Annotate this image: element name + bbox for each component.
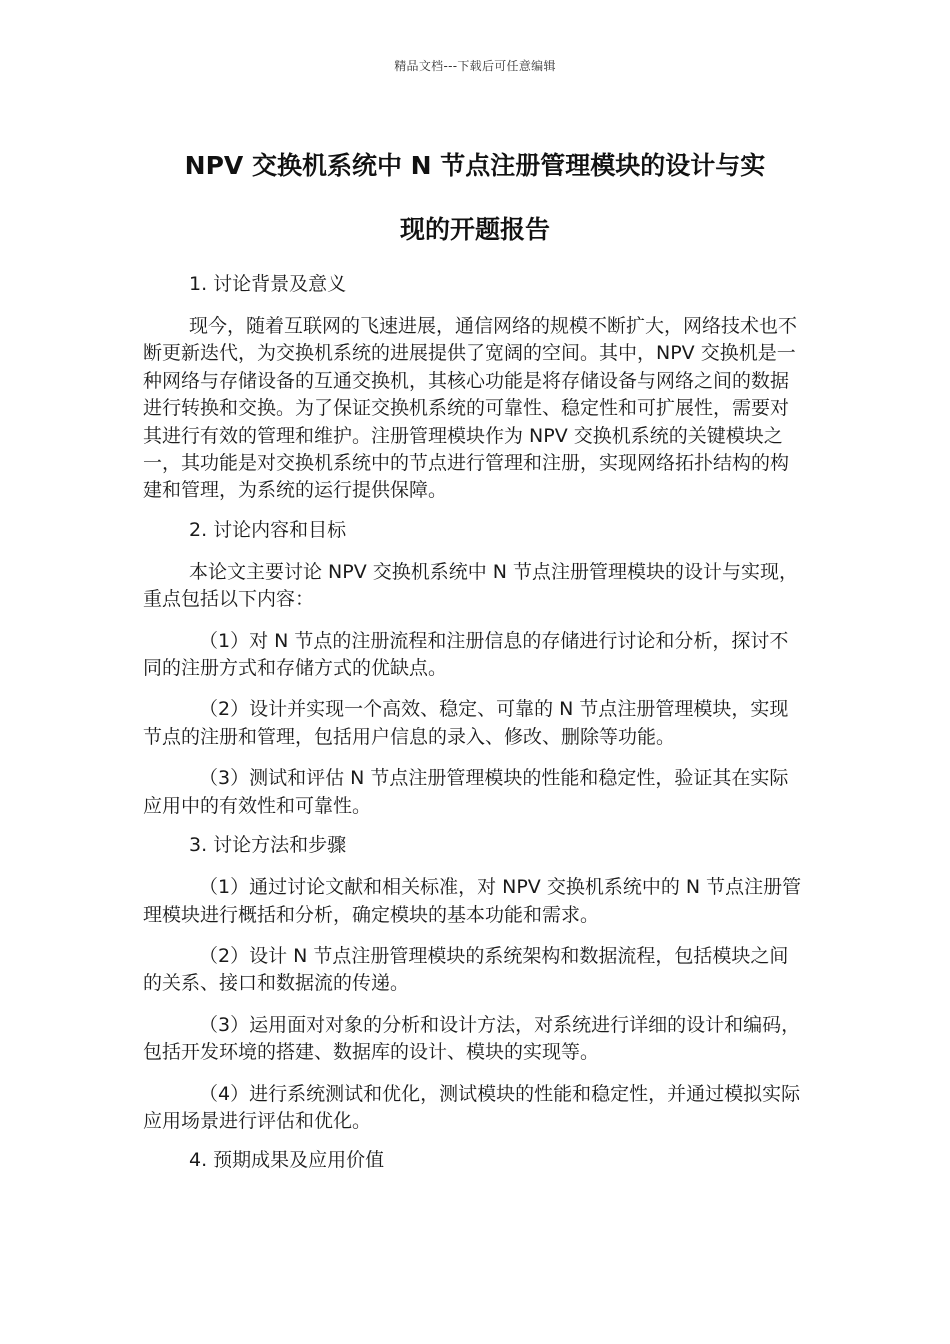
section-3-heading: 3. 讨论方法和步骤 [189,834,347,857]
section-4-heading: 4. 预期成果及应用价值 [189,1149,385,1172]
section-3-item-3: （3）运用面对对象的分析和设计方法，对系统进行详细的设计和编码，包括开发环境的搭建、数据库的设计、模块的实现等。 [143,1013,801,1064]
section-2-item-1: （1）对 N 节点的注册流程和注册信息的存储进行讨论和分析，探讨不同的注册方式和存储方式的优缺点。 [143,629,789,680]
document-title [143,134,807,262]
document-body [143,271,807,1189]
page-header-note: 精品文档---下载后可任意编辑 [394,59,556,73]
title-line-2: 现的开题报告 [399,215,550,244]
title-line-1: NPV 交换机系统中 N 节点注册管理模块的设计与实 [184,151,766,180]
section-2-item-2: （2）设计并实现一个高效、稳定、可靠的 N 节点注册管理模块，实现节点的注册和管理，包括用户信息的录入、修改、删除等功能。 [143,698,789,748]
section-2-heading: 2. 讨论内容和目标 [189,518,347,541]
section-2-intro: 本论文主要讨论 NPV 交换机系统中 N 节点注册管理模块的设计与实现，重点包括以下内容： [143,560,799,611]
section-3-item-1: （1）通过讨论文献和相关标准，对 NPV 交换机系统中的 N 节点注册管理模块进行概括和分析，确定模块的基本功能和需求。 [143,876,802,926]
section-3-item-2: （2）设计 N 节点注册管理模块的系统架构和数据流程，包括模块之间的关系、接口和数据流的传递。 [143,944,789,995]
section-1-heading: 1. 讨论背景及意义 [189,273,347,295]
section-3-item-4: （4）进行系统测试和优化，测试模块的性能和稳定性，并通过模拟实际应用场景进行评估和优化。 [143,1082,801,1132]
section-2-item-3: （3）测试和评估 N 节点注册管理模块的性能和稳定性，验证其在实际应用中的有效性和可靠性。 [143,767,789,817]
section-1-paragraph: 现今，随着互联网的飞速进展，通信网络的规模不断扩大，网络技术也不断更新迭代，为交换机系统的进展提供了宽阔的空间。其中，NPV 交换机是一种网络与存储设备的互通交换机，其核心功能是将存储设备与网络之间的数据进行转换和交换。为了保证交换机系统的可靠性、稳定性和可扩展性，需要对其进行有效的管理和维护。注册管理模块作为 NPV 交换机系统的关键模块之一，其功能是对交换机系统中的节点进行管理和注册，实现网络拓扑结构的构建和管理，为系统的运行提供保障。 [143,315,798,502]
